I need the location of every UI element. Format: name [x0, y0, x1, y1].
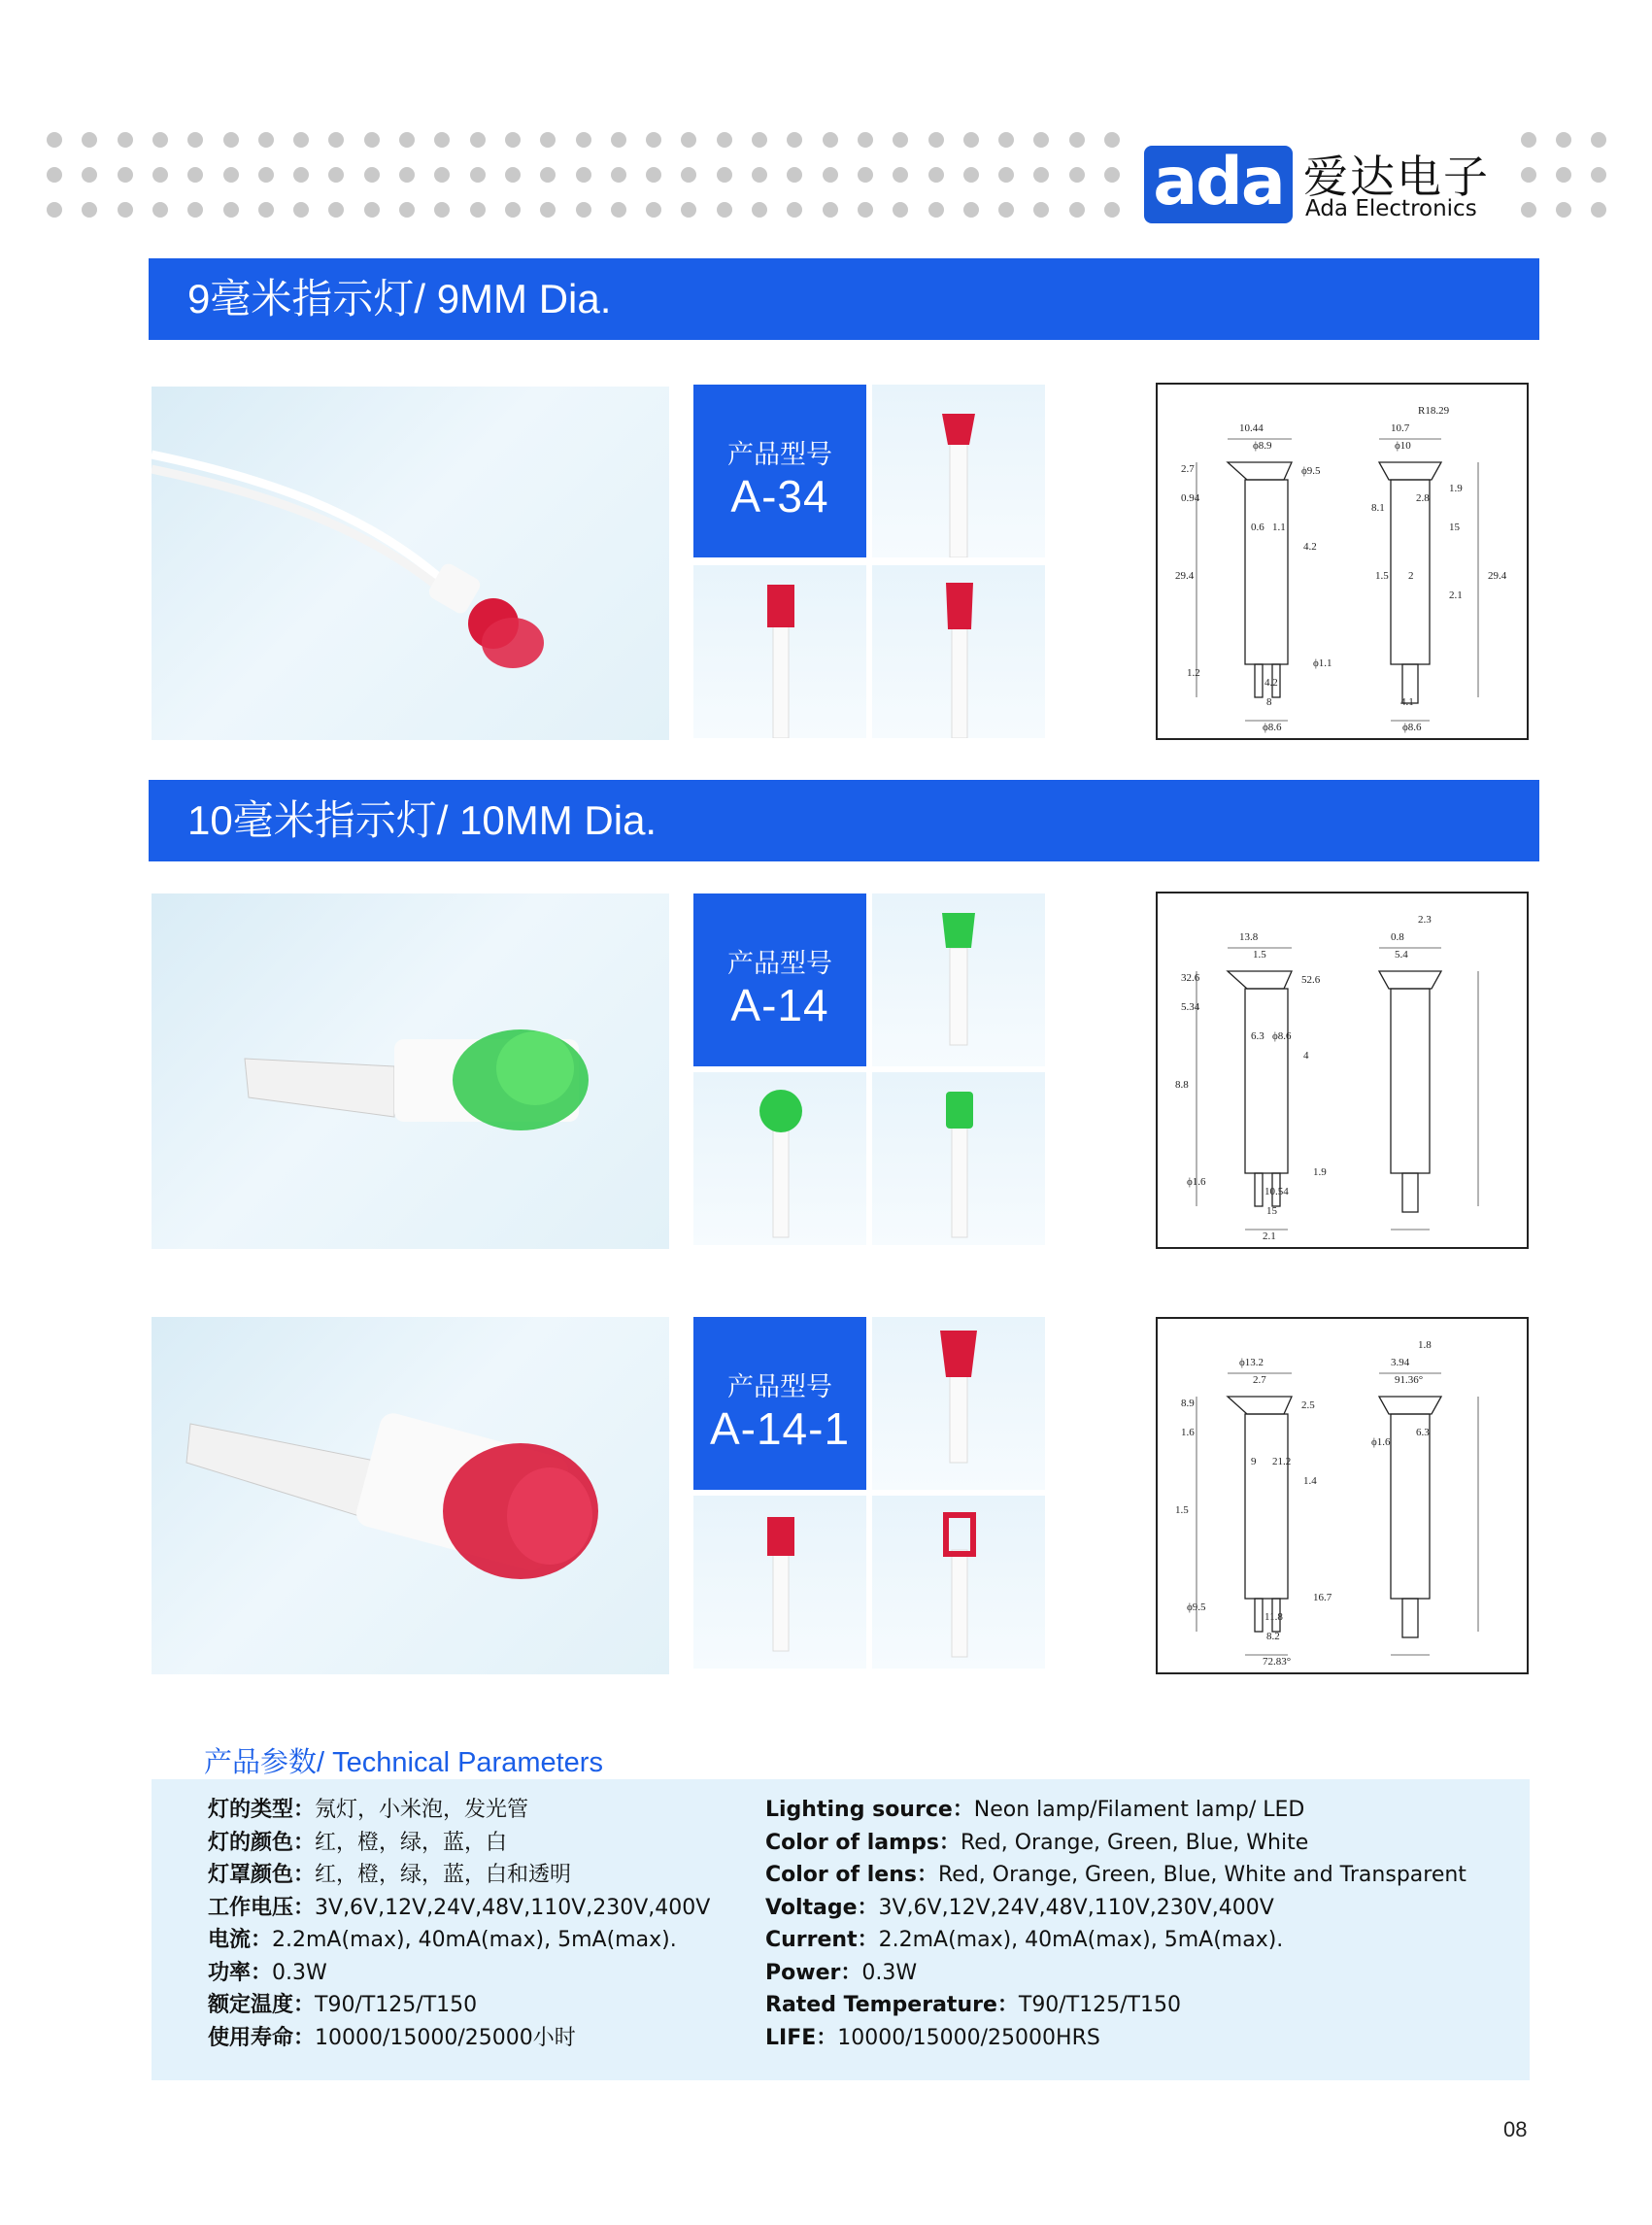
param-value: 10000/15000/25000HRS [837, 2025, 1100, 2050]
dimension-label: 10.44 [1239, 422, 1264, 434]
decorative-dot [823, 132, 838, 148]
decorative-dot [47, 167, 62, 183]
decorative-dot [293, 167, 309, 183]
decorative-dot [858, 167, 873, 183]
decorative-dot [47, 132, 62, 148]
dimension-label: 3.94 [1391, 1357, 1410, 1368]
dimension-label: 0.8 [1391, 931, 1404, 943]
decorative-dot [293, 132, 309, 148]
decorative-dot [1591, 132, 1606, 148]
decorative-dot [963, 167, 979, 183]
dimension-label: 10.7 [1391, 422, 1410, 434]
decorative-dot [823, 202, 838, 218]
dimension-label: 16.7 [1313, 1592, 1332, 1603]
param-value: T90/T125/T150 [1018, 1993, 1181, 2017]
decorative-dot [1033, 202, 1049, 218]
decorative-dot [1069, 202, 1085, 218]
dimension-label: 4.1 [1400, 696, 1414, 708]
product-photo-a34 [152, 387, 669, 740]
decorative-dot [1556, 132, 1571, 148]
technical-drawing-a14 [1156, 892, 1529, 1249]
decorative-dot [752, 132, 767, 148]
param-row [208, 1923, 677, 1953]
decorative-dot [470, 202, 486, 218]
dimension-drawing [1158, 893, 1527, 1247]
model-label-box-a14 [693, 893, 866, 1066]
model-label-box-a14-1 [693, 1317, 866, 1490]
dimension-label: 2.8 [1416, 492, 1430, 504]
param-row [765, 1793, 1304, 1823]
dimension-label: 9 [1251, 1456, 1257, 1467]
param-label: 功率： [208, 1960, 273, 1985]
decorative-dot [118, 167, 133, 183]
param-label: Power： [765, 1960, 862, 1985]
decorative-dot [611, 167, 626, 183]
section-banner-9mm: 9毫米指示灯/ 9MM Dia. [149, 258, 1539, 340]
dimension-label: 1.5 [1253, 949, 1266, 961]
param-value: 10000/15000/25000小时 [315, 2025, 576, 2050]
decorative-dot [1556, 202, 1571, 218]
param-row [765, 1956, 917, 1986]
thumb-a14-1-side [693, 1496, 866, 1669]
decorative-dot [1069, 167, 1085, 183]
param-row [765, 1923, 1283, 1953]
dimension-label: 1.5 [1375, 570, 1389, 582]
decorative-dot [858, 202, 873, 218]
param-value: T90/T125/T150 [315, 1993, 478, 2017]
dimension-drawing [1158, 385, 1527, 738]
decorative-dot [646, 132, 661, 148]
param-value: 0.3W [861, 1960, 918, 1985]
dimension-label: 29.4 [1488, 570, 1507, 582]
decorative-dot [963, 202, 979, 218]
decorative-dot [152, 132, 168, 148]
model-label: 产品型号 [727, 949, 832, 979]
dimension-label: 2 [1408, 570, 1414, 582]
param-row [765, 1891, 1274, 1921]
dimension-label: 8 [1266, 696, 1272, 708]
decorative-dot [576, 132, 591, 148]
decorative-dot [928, 167, 944, 183]
decorative-dot [470, 167, 486, 183]
dimension-label: 8.9 [1181, 1398, 1195, 1409]
decorative-dot [540, 132, 556, 148]
decorative-dot [681, 202, 696, 218]
decorative-dot [1069, 132, 1085, 148]
decorative-dot [293, 202, 309, 218]
dimension-label: 15 [1449, 522, 1460, 533]
dimension-label: 2.3 [1418, 914, 1432, 926]
decorative-dot [787, 132, 802, 148]
decorative-dot [258, 202, 274, 218]
decorative-dot [258, 167, 274, 183]
decorative-dot [364, 202, 380, 218]
product-photo-a14-1 [152, 1317, 669, 1674]
dimension-label: 1.2 [1187, 667, 1200, 679]
dimension-label: 10.54 [1264, 1186, 1289, 1197]
dimension-label: ϕ8.6 [1272, 1030, 1292, 1042]
dimension-label: ϕ8.9 [1253, 440, 1272, 452]
decorative-dot [998, 132, 1014, 148]
technical-drawing-a14-1 [1156, 1317, 1529, 1674]
dimension-label: 5.4 [1395, 949, 1408, 961]
dimension-label: 21.2 [1272, 1456, 1292, 1467]
decorative-dot [928, 132, 944, 148]
param-row [208, 1793, 528, 1823]
param-label: 额定温度： [208, 1993, 316, 2017]
decorative-dot [646, 167, 661, 183]
thumb-a34-side [693, 565, 866, 738]
dimension-label: 1.6 [1181, 1427, 1195, 1438]
decorative-dot [998, 202, 1014, 218]
dimension-label: 8.8 [1175, 1079, 1189, 1091]
section-banner-10mm: 10毫米指示灯/ 10MM Dia. [149, 780, 1539, 861]
param-row [765, 1858, 1467, 1888]
decorative-dot [434, 132, 450, 148]
decorative-dot [998, 167, 1014, 183]
decorative-dot [152, 202, 168, 218]
product-photo-a14 [152, 893, 669, 1249]
param-label: Color of lamps： [765, 1830, 961, 1855]
decorative-dot [223, 202, 239, 218]
decorative-dot [328, 167, 344, 183]
dimension-label: 1.4 [1303, 1475, 1317, 1487]
dimension-label: 32.6 [1181, 972, 1200, 984]
decorative-dot [611, 202, 626, 218]
dimension-label: 2.7 [1253, 1374, 1266, 1386]
technical-drawing-a34 [1156, 383, 1529, 740]
decorative-dot [118, 132, 133, 148]
dimension-label: 0.6 [1251, 522, 1264, 533]
logo-name-en: Ada Electronics [1305, 196, 1477, 221]
thumb-a14-front [872, 893, 1045, 1066]
decorative-dot [787, 202, 802, 218]
param-label: Current： [765, 1928, 879, 1952]
decorative-dot [752, 167, 767, 183]
dimension-label: 1.5 [1175, 1504, 1189, 1516]
decorative-dot [823, 167, 838, 183]
dimension-label: ϕ1.1 [1313, 657, 1332, 669]
dimension-label: ϕ8.6 [1263, 722, 1282, 733]
decorative-dot [646, 202, 661, 218]
dimension-label: 6.3 [1416, 1427, 1430, 1438]
param-label: 灯的颜色： [208, 1830, 316, 1855]
param-label: 灯的类型： [208, 1798, 316, 1822]
param-value: 0.3W [272, 1960, 327, 1985]
dimension-label: ϕ8.6 [1402, 722, 1422, 733]
decorative-dot [434, 167, 450, 183]
decorative-dot [1104, 132, 1120, 148]
params-title: 产品参数/ Technical Parameters [204, 1747, 603, 1778]
decorative-dot [1033, 167, 1049, 183]
decorative-dot [611, 132, 626, 148]
dimension-label: 1.8 [1418, 1339, 1432, 1351]
thumb-a34-front [872, 385, 1045, 557]
param-value: 3V,6V,12V,24V,48V,110V,230V,400V [878, 1895, 1274, 1920]
decorative-dot [1556, 167, 1571, 183]
dimension-label: 6.3 [1251, 1030, 1264, 1042]
param-row [765, 2021, 1100, 2051]
dimension-label: 13.8 [1239, 931, 1259, 943]
decorative-dot [47, 202, 62, 218]
decorative-dot [752, 202, 767, 218]
param-row [208, 1956, 327, 1986]
param-value: 氖灯，小米泡，发光管 [315, 1798, 529, 1822]
dimension-label: ϕ13.2 [1239, 1357, 1264, 1368]
thumb-a34-back [872, 565, 1045, 738]
model-code: A-14-1 [709, 1403, 851, 1454]
param-label: 电流： [208, 1928, 273, 1952]
param-label: LIFE： [765, 2025, 838, 2050]
decorative-dot [505, 132, 521, 148]
decorative-dot [1591, 202, 1606, 218]
model-code: A-34 [730, 471, 829, 522]
param-label: Color of lens： [765, 1863, 938, 1887]
decorative-dot [223, 167, 239, 183]
decorative-dot [364, 132, 380, 148]
decorative-dot [187, 202, 203, 218]
decorative-dot [540, 167, 556, 183]
param-row [765, 1988, 1181, 2018]
decorative-dot [82, 167, 97, 183]
dimension-label: R18.29 [1418, 405, 1450, 417]
param-value: 3V,6V,12V,24V,48V,110V,230V,400V [315, 1895, 711, 1920]
param-value: Neon lamp/Filament lamp/ LED [973, 1798, 1305, 1822]
dimension-label: 2.5 [1301, 1399, 1315, 1411]
decorative-dot [717, 132, 732, 148]
decorative-dot [399, 167, 415, 183]
param-value: Red, Orange, Green, Blue, White and Transparent [938, 1863, 1467, 1887]
decorative-dot [470, 132, 486, 148]
dimension-label: ϕ10 [1395, 440, 1411, 452]
decorative-dot [187, 167, 203, 183]
param-value: 2.2mA(max), 40mA(max), 5mA(max). [272, 1928, 677, 1952]
dimension-label: ϕ1.6 [1371, 1436, 1391, 1448]
decorative-dot [1033, 132, 1049, 148]
decorative-dot [1104, 167, 1120, 183]
param-label: Rated Temperature： [765, 1993, 1019, 2017]
param-label: Voltage： [765, 1895, 879, 1920]
param-row [208, 1858, 571, 1888]
decorative-dot [1591, 167, 1606, 183]
dimension-drawing [1158, 1319, 1527, 1672]
decorative-dot [787, 167, 802, 183]
company-logo [1144, 142, 1528, 225]
param-value: 红，橙，绿，蓝，白和透明 [315, 1863, 572, 1887]
decorative-dot [717, 202, 732, 218]
decorative-dot [928, 202, 944, 218]
decorative-dot [82, 202, 97, 218]
decorative-dot [963, 132, 979, 148]
decorative-dot [893, 167, 908, 183]
dimension-label: 2.7 [1181, 463, 1195, 475]
decorative-dot [258, 132, 274, 148]
decorative-dot [328, 132, 344, 148]
dimension-label: 91.36° [1395, 1374, 1424, 1386]
dimension-label: 8.1 [1371, 502, 1385, 514]
param-row [208, 1891, 710, 1921]
dimension-label: 4.2 [1264, 677, 1278, 689]
logo-mark: ada [1144, 146, 1293, 223]
decorative-dot [576, 202, 591, 218]
model-label: 产品型号 [727, 1372, 832, 1402]
dimension-label: 1.9 [1449, 483, 1463, 494]
params-panel [152, 1779, 1530, 2080]
decorative-dot [576, 167, 591, 183]
param-value: Red, Orange, Green, Blue, White [960, 1830, 1309, 1855]
dimension-label: 0.94 [1181, 492, 1200, 504]
dimension-label: 8.2 [1266, 1631, 1280, 1642]
model-label: 产品型号 [727, 440, 832, 470]
decorative-dot [223, 132, 239, 148]
dimension-label: ϕ9.5 [1301, 465, 1321, 477]
dimension-label: 4 [1303, 1050, 1309, 1062]
dimension-label: 52.6 [1301, 974, 1321, 986]
dimension-label: 1.1 [1272, 522, 1286, 533]
lamp-photo-illustration [152, 387, 669, 740]
param-row [208, 1988, 477, 2018]
dimension-label: 29.4 [1175, 570, 1195, 582]
page-number: 08 [1503, 2117, 1528, 2141]
decorative-dot [434, 202, 450, 218]
param-value: 红，橙，绿，蓝，白 [315, 1830, 508, 1855]
dimension-label: 2.1 [1449, 590, 1463, 601]
param-label: Lighting source： [765, 1798, 974, 1822]
model-label-box-a34 [693, 385, 866, 557]
decorative-dot [717, 167, 732, 183]
dimension-label: 1.9 [1313, 1166, 1327, 1178]
decorative-dot [328, 202, 344, 218]
thumb-a14-top [693, 1072, 866, 1245]
decorative-dot [399, 132, 415, 148]
param-label: 灯罩颜色： [208, 1863, 316, 1887]
dimension-label: ϕ9.5 [1187, 1601, 1206, 1613]
decorative-dot [82, 132, 97, 148]
decorative-dot [118, 202, 133, 218]
dimension-label: ϕ1.6 [1187, 1176, 1206, 1188]
thumb-a14-1-back [872, 1496, 1045, 1669]
decorative-dot [399, 202, 415, 218]
param-label: 工作电压： [208, 1895, 316, 1920]
param-label: 使用寿命： [208, 2025, 316, 2050]
param-row [208, 1826, 507, 1856]
param-row [765, 1826, 1308, 1856]
thumb-a14-1-front [872, 1317, 1045, 1490]
thumb-a14-side [872, 1072, 1045, 1245]
dimension-label: 15 [1266, 1205, 1277, 1217]
decorative-dot [505, 167, 521, 183]
decorative-dot [1104, 202, 1120, 218]
dimension-label: 2.1 [1263, 1230, 1276, 1242]
decorative-dot [187, 132, 203, 148]
decorative-dot [858, 132, 873, 148]
decorative-dot [893, 202, 908, 218]
decorative-dot [893, 132, 908, 148]
decorative-dot [364, 167, 380, 183]
decorative-dot [152, 167, 168, 183]
dimension-label: 11.8 [1264, 1611, 1283, 1623]
decorative-dot [681, 132, 696, 148]
model-code: A-14 [730, 980, 829, 1030]
decorative-dot [540, 202, 556, 218]
decorative-dot [505, 202, 521, 218]
dimension-label: 5.34 [1181, 1001, 1200, 1013]
dimension-label: 4.2 [1303, 541, 1317, 553]
logo-name-cn: 爱达电子 [1303, 151, 1490, 203]
param-value: 2.2mA(max), 40mA(max), 5mA(max). [878, 1928, 1284, 1952]
decorative-dot [681, 167, 696, 183]
dimension-label: 72.83° [1263, 1656, 1292, 1668]
param-row [208, 2021, 576, 2051]
